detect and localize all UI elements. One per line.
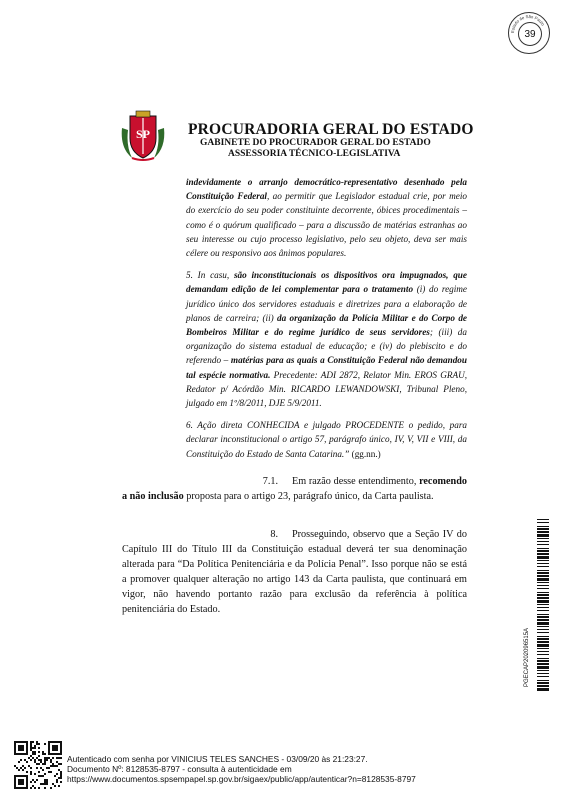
letterhead-title: PROCURADORIA GERAL DO ESTADO [188,121,474,138]
seal-text: Estado de São Paulo [509,13,546,34]
barcode-icon [537,519,549,691]
quote-paragraph-2: 5. In casu, são inconstitucionais os dispositivos ora impugnados, que demandam edição de lei complementar para o tratamento (i) do regime jurídico único dos servidores estaduais e diretrizes para a elaboração de planos de carreira; (ii) da organização da Polícia Militar e do Corpo de Bombeiros Militar e do regime jurídico de seus servidores; (iii) da organização do sistema estadual de educação; e (iv) do plebiscito e do referendo – matérias para as quais a Constituição Federal não demandou tal espécie normativa. Precedente: ADI 2872, Relator Min. EROS GRAU, Redator p/ Acórdão Min. RICARDO LEWANDOWSKI, Tribunal Pleno, julgado em 1º/8/2011, DJE 5/9/2011. [186,270,468,409]
qr-code-icon [14,741,62,789]
sao-paulo-coat-of-arms-icon [118,108,168,162]
quote-paragraph-1: indevidamente o arranjo democrático-representativo desenhado pela Constituição Federal, ao permitir que Legislador estadual crie, por meio do exercício do seu poder constituinte decorrente, óbices procedimentais – como é o quórum qualificado – para a discussão de matérias estranhas ao seu interesse ou cujo processo legislativo, pelo seu objeto, deva ser mais célere ou responsivo aos ânimos populares. [186,177,467,259]
auth-line-1: Autenticado com senha por VINICIUS TELES SANCHES - 03/09/20 às 21:23:27. [67,754,368,764]
page-number: 39 [518,22,542,46]
quoted-ruling [186,175,467,469]
letterhead-unit: ASSESSORIA TÉCNICO-LEGISLATIVA [228,149,401,159]
paragraph-8: 8. Prosseguindo, observo que a Seção IV do Capítulo III do Título III da Constituição estadual deverá ter sua denominação alterada para “Da Política Penitenciária e da Polícia Penal”. Isso porque não se está a promover qualquer alteração no artigo 143 da Carta paulista, que continuará em vigor, não havendo portanto razão para exclusão da referência à política penitenciária do Estado. [122,529,467,615]
authentication-footer [67,754,416,784]
paragraph-7-1: 7.1. Em razão desse entendimento, recomendo a não inclusão proposta para o artigo 23, parágrafo único, da Carta paulista. [122,476,467,502]
quote-paragraph-3: 6. Ação direta CONHECIDA e julgado PROCEDENTE o pedido, para declarar inconstitucional o artigo 57, parágrafo único, IV, V, VII e VIII, da Constituição do Estado de Santa Catarina.” (gg.nn.) [186,420,467,459]
letterhead [188,121,508,160]
paragraph-number: 8. [270,529,278,540]
auth-line-2: Documento Nº: 8128535-8797 - consulta à autenticidade em [67,764,292,774]
auth-verification-link[interactable]: https://www.documentos.spsempapel.sp.gov.br/sigaex/public/app/autenticar?n=8128535-8797 [67,774,416,784]
svg-text:SP: SP [135,127,151,141]
page-number-seal [508,12,550,54]
letterhead-subtitle: GABINETE DO PROCURADOR GERAL DO ESTADO [200,138,431,148]
paragraph-number: 7.1. [262,476,278,487]
barcode-text: PGECAP202096515A [524,627,530,687]
